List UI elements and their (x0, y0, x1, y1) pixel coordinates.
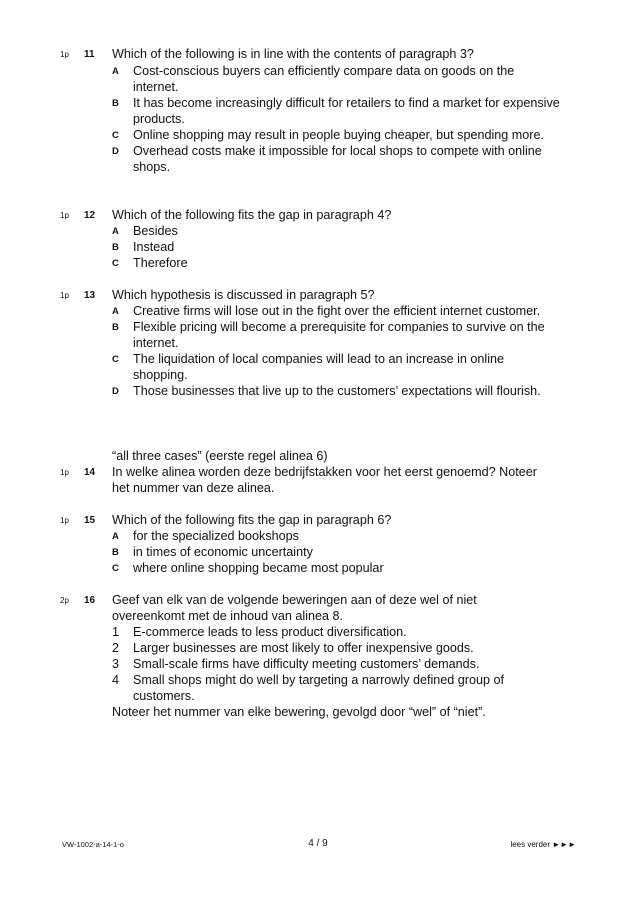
option-letter: A (112, 531, 119, 542)
options-list (112, 303, 562, 399)
option-c (112, 255, 562, 271)
question-points: 1p (60, 50, 69, 59)
option-text: It has become increasingly difficult for retailers to find a market for expensive products. (133, 96, 560, 126)
option-letter: C (112, 563, 119, 574)
question-stem: Which hypothesis is discussed in paragraph 5? (112, 288, 375, 302)
statement-text: Small shops might do well by targeting a narrowly defined group of customers. (133, 673, 505, 703)
exam-code: VW-1002-a-14-1-o (62, 840, 124, 849)
question-points: 1p (60, 516, 69, 525)
question-number: 15 (84, 515, 96, 526)
option-c (112, 127, 562, 143)
question-number: 12 (84, 210, 96, 221)
page-footer (0, 838, 636, 852)
option-letter: D (112, 386, 119, 397)
option-text: in times of economic uncertainty (133, 545, 313, 559)
question-stem: In welke alinea worden deze bedrijfstakken voor het eerst genoemd? Noteer het nummer van deze alinea. (112, 465, 537, 495)
options-list (112, 528, 562, 576)
option-letter: B (112, 547, 119, 558)
statement-number: 3 (112, 657, 120, 671)
option-c (112, 560, 562, 576)
option-c (112, 351, 562, 383)
question-stem: Which of the following fits the gap in paragraph 6? (112, 513, 392, 527)
question-number: 16 (84, 595, 96, 606)
quote-reference: “all three cases” (eerste regel alinea 6) (112, 449, 328, 463)
question-points: 2p (60, 596, 69, 605)
option-letter: B (112, 242, 119, 253)
statement-number: 2 (112, 641, 120, 655)
question-number: 11 (84, 49, 95, 60)
statements-list (112, 624, 552, 704)
option-text: Besides (133, 224, 178, 238)
question-points: 1p (60, 468, 69, 477)
option-letter: B (112, 322, 119, 333)
option-letter: C (112, 130, 119, 141)
page-number: 4 / 9 (308, 838, 328, 849)
option-b (112, 239, 562, 255)
option-letter: C (112, 354, 119, 365)
option-text: Flexible pricing will become a prerequisite for companies to survive on the internet. (133, 320, 545, 350)
option-a (112, 528, 562, 544)
statement-2 (112, 640, 552, 656)
statement-number: 1 (112, 625, 120, 639)
question-stem: Which of the following fits the gap in paragraph 4? (112, 208, 392, 222)
option-text: Online shopping may result in people buying cheaper, but spending more. (133, 128, 544, 142)
options-list (112, 63, 562, 175)
option-text: Instead (133, 240, 175, 254)
options-list (112, 223, 562, 271)
question-points: 1p (60, 291, 69, 300)
option-b (112, 95, 562, 127)
option-letter: B (112, 98, 119, 109)
option-d (112, 143, 562, 175)
option-letter: C (112, 258, 119, 269)
option-letter: D (112, 146, 119, 157)
option-letter: A (112, 226, 119, 237)
answer-instruction: Noteer het nummer van elke bewering, gevolgd door “wel” of “niet”. (112, 705, 486, 719)
question-points: 1p (60, 211, 69, 220)
option-b (112, 319, 562, 351)
option-text: for the specialized bookshops (133, 529, 299, 543)
question-number: 13 (84, 290, 96, 301)
statement-3 (112, 656, 552, 672)
option-text: The liquidation of local companies will lead to an increase in online shopping. (133, 352, 505, 382)
statement-1 (112, 624, 552, 640)
option-d (112, 383, 562, 399)
option-text: where online shopping became most popular (133, 561, 384, 575)
option-text: Cost-conscious buyers can efficiently compare data on goods on the internet. (133, 64, 515, 94)
option-letter: A (112, 306, 119, 317)
question-stem: Geef van elk van de volgende beweringen aan of deze wel of niet overeenkomt met de inhoud van alinea 8. (112, 593, 477, 623)
option-a (112, 303, 562, 319)
continue-note: lees verder ►►► (510, 840, 576, 849)
option-a (112, 63, 562, 95)
option-b (112, 544, 562, 560)
statement-text: E-commerce leads to less product diversification. (133, 625, 407, 639)
question-number: 14 (84, 467, 96, 478)
option-letter: A (112, 66, 119, 77)
option-text: Overhead costs make it impossible for local shops to compete with online shops. (133, 144, 542, 174)
statement-text: Larger businesses are most likely to offer inexpensive goods. (133, 641, 474, 655)
option-text: Those businesses that live up to the customers’ expectations will flourish. (133, 384, 541, 398)
statement-number: 4 (112, 673, 120, 687)
option-a (112, 223, 562, 239)
option-text: Creative firms will lose out in the fight over the efficient internet customer. (133, 304, 541, 318)
question-stem: Which of the following is in line with the contents of paragraph 3? (112, 47, 474, 61)
statement-4 (112, 672, 552, 704)
option-text: Therefore (133, 256, 188, 270)
statement-text: Small-scale firms have difficulty meeting customers’ demands. (133, 657, 480, 671)
